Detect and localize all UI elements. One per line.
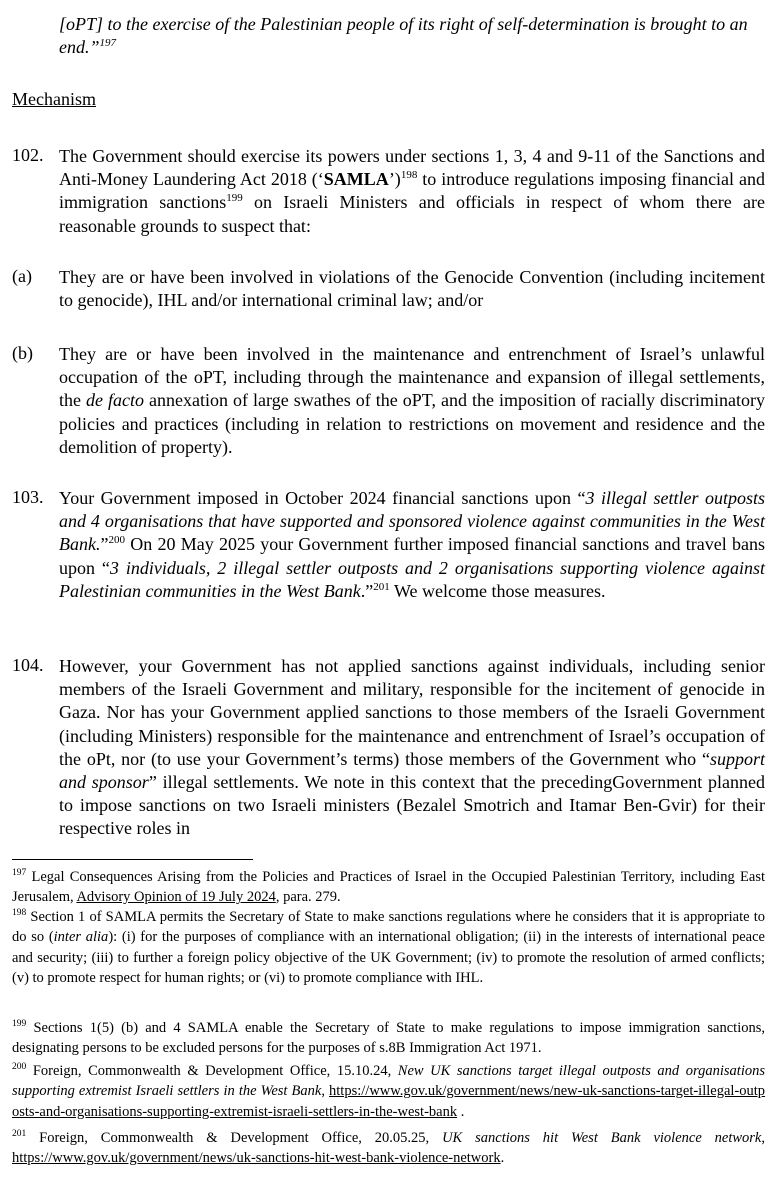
footnote-text: , <box>321 1083 330 1100</box>
paragraph-103-text: On 20 May 2025 your Government further imposed financial sanctions and travel bans upon “ <box>59 534 765 578</box>
footnote-text: Foreign, Commonwealth & Development Office, 20.05.25, <box>26 1130 443 1146</box>
quote-continuation <box>59 13 765 59</box>
footnote-text: Legal Consequences Arising from the Policies and Practices of Israel in the Occupied Palestinian Territory, including East Jerusalem, <box>12 869 765 906</box>
paragraph-103-text: Your Government imposed in October 2024 financial sanctions upon “ <box>59 488 586 508</box>
footnote-198 <box>12 907 765 988</box>
footnote-number: 198 <box>12 908 27 919</box>
footnote-ref-197[interactable]: 197 <box>99 37 116 50</box>
support-and-sponsor-quote: support and sponsor <box>59 748 765 793</box>
paragraph-number-102: 102. <box>12 145 44 165</box>
paragraph-104-text: ” illegal settlements. We note in this context that the precedingGovernment planned to impose sanctions on two Israeli ministers (Bezalel Smotrich and Itamar Ben-Gvir) for their respective roles in <box>59 772 766 839</box>
de-facto-term: de facto <box>86 390 145 411</box>
paragraph-103-text: .” <box>360 580 374 601</box>
footnote-ref-199[interactable]: 199 <box>226 192 243 205</box>
inter-alia-term: inter alia <box>53 929 109 946</box>
paragraph-103 <box>59 487 765 603</box>
footnote-text: Section 1 of SAMLA permits the Secretary of State to make sanctions regulations where he considers that it is appropriate to do so ( <box>12 909 765 946</box>
footnote-separator <box>12 859 253 860</box>
paragraph-104 <box>59 655 765 841</box>
footnote-number: 201 <box>12 1129 27 1140</box>
footnote-199 <box>12 1018 765 1059</box>
footnote-text: Foreign, Commonwealth & Development Office, 15.10.24, <box>26 1063 398 1079</box>
paragraph-103-text: ” <box>100 534 109 555</box>
footnote-number: 199 <box>12 1019 27 1030</box>
footnote-text: . <box>500 1150 505 1167</box>
section-heading: Mechanism <box>12 89 96 109</box>
publication-title: UK sanctions hit West Bank violence network <box>442 1130 762 1146</box>
quoted-sanctions-text-2024: 3 illegal settler outposts and 4 organisations that have supported and sponsored violence against communities in the West Bank. <box>59 488 765 555</box>
paragraph-104-text: However, your Government has not applied sanctions against individuals, including senior members of the Israeli Government and military, responsible for the incitement of genocide in Gaza. Nor has your Government applied sanctions to those members of the Israeli Government (including Ministers) responsible for the maintenance and entrenchment of Israel’s occupation of the oPt, nor (to use your Government’s terms) those members of the Government who “ <box>59 656 765 769</box>
footnote-text: Sections 1(5) (b) and 4 SAMLA enable the Secretary of State to make regulations to impose immigration sanctions, designating persons to be excluded persons for the purposes of s.8B Immigration Act 1971. <box>12 1020 765 1057</box>
footnote-text: ): (i) for the purposes of compliance with an international obligation; (ii) in the interests of international peace and security; (iii) to further a foreign policy objective of the UK Government; (iv) to promote the resolution of armed conflicts; (v) to promote respect for human rights; or (vi) to promote compliance with IHL. <box>12 929 765 986</box>
subparagraph-label-a: (a) <box>12 266 32 286</box>
subparagraph-b-text: annexation of large swathes of the oPT, and the imposition of racially discriminatory policies and practices (including in relation to restrictions on movement and residence and the demolition of property). <box>59 390 765 457</box>
paragraph-number-103: 103. <box>12 487 44 507</box>
footnote-number: 197 <box>12 868 27 879</box>
footnote-text: . <box>457 1103 465 1120</box>
subparagraph-label-b: (b) <box>12 343 33 363</box>
paragraph-102-text: to introduce regulations imposing financial and immigration sanctions <box>59 169 765 213</box>
paragraph-102 <box>59 145 765 238</box>
paragraph-103-text: We welcome those measures. <box>389 580 606 601</box>
subparagraph-a: They are or have been involved in violations of the Genocide Convention (including incitement to genocide), IHL and/or international criminal law; and/or <box>59 267 765 311</box>
gov-uk-link[interactable]: https://www.gov.uk/government/news/new-uk-sanctions-target-illegal-outposts-and-organisations-supporting-extremist-israeli-settlers-in-the-west-bank <box>12 1083 766 1120</box>
subparagraph-b <box>59 343 765 459</box>
paragraph-number-104: 104. <box>12 655 44 675</box>
footnote-ref-200[interactable]: 200 <box>108 534 125 547</box>
subparagraph-b-text: They are or have been involved in the maintenance and entrenchment of Israel’s unlawful occupation of the oPT, including through the maintenance and expansion of illegal settlements, the <box>59 344 765 411</box>
publication-title: New UK sanctions target illegal outposts and organisations supporting extremist Israeli settlers in the West Bank <box>12 1063 765 1100</box>
footnote-200 <box>12 1061 765 1122</box>
paragraph-102-text: The Government should exercise its powers under sections 1, 3, 4 and 9-11 of the Sanctions and Anti-Money Laundering Act 2018 (‘ <box>59 146 765 190</box>
quote-text: [oPT] to the exercise of the Palestinian people of its right of self-determination is brought to an end.” <box>59 14 748 58</box>
footnote-197 <box>12 867 765 908</box>
advisory-opinion-title: Advisory Opinion of 19 July 2024 <box>76 889 276 906</box>
footnote-text: , <box>761 1130 765 1146</box>
footnote-ref-198[interactable]: 198 <box>400 169 418 182</box>
paragraph-102-text: on Israeli Ministers and officials in respect of whom there are reasonable grounds to suspect that: <box>59 192 765 236</box>
footnote-text: , para. 279. <box>275 889 341 906</box>
footnote-number: 200 <box>12 1062 27 1073</box>
gov-uk-link[interactable]: https://www.gov.uk/government/news/uk-sanctions-hit-west-bank-violence-network <box>12 1150 501 1167</box>
quoted-sanctions-text-2025: 3 individuals, 2 illegal settler outposts and 2 organisations supporting violence against Palestinian communities in the West Bank <box>59 557 765 601</box>
paragraph-102-text: ’) <box>388 169 401 190</box>
footnote-ref-201[interactable]: 201 <box>373 580 390 593</box>
footnote-201 <box>12 1128 765 1169</box>
samla-defined-term: SAMLA <box>323 169 389 190</box>
